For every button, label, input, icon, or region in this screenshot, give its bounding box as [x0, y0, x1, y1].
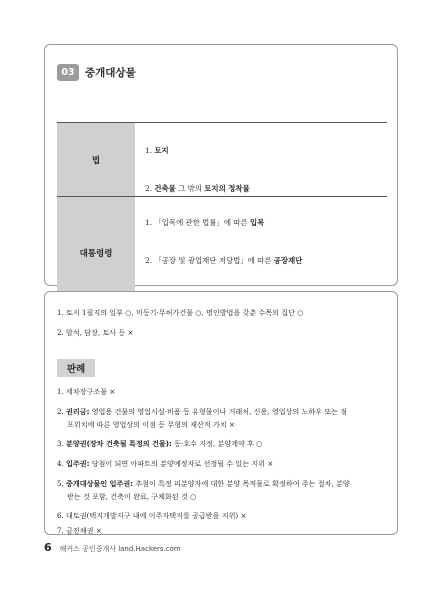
case-line-3: 3. 분양권(장차 건축될 특정의 건물): 동·호수 지정, 분양계약 후 ○: [57, 439, 263, 448]
note-line-2: 2. 암석, 담장, 토사 등 ×: [57, 328, 134, 337]
case-law-heading: 판례: [57, 359, 95, 377]
table-row-law: [57, 123, 387, 197]
row-cell-law: [135, 123, 387, 196]
section-number-badge: 03: [57, 64, 79, 81]
section-title: 중개대상물: [85, 66, 136, 79]
notes-and-cases-box: [44, 291, 398, 535]
case-line-2-cont: 포위치에 따른 영업상의 이점 등 무형의 재산적 가치 ×: [67, 420, 235, 429]
row-header-decree: 대통령령: [57, 197, 135, 308]
case-line-6: 6. 대토권(택지개발지구 내에 이주자택지를 공급받을 지위) ×: [57, 511, 247, 520]
law-item-land: 1. 토지: [145, 146, 169, 155]
law-item-building: 2. 건축물 그 밖의 토지의 정착물: [145, 184, 250, 193]
case-line-2: 2. 권리금: 영업용 건물의 영업시설·비품 등 유형물이나 거래처, 신용, 영업상의 노하우 또는 점: [57, 407, 348, 416]
case-line-1: 1. 세차장구조물 ×: [57, 387, 116, 396]
case-line-5: 5. 중개대상물인 입주권: 추첨이 특정 피분양자에 대한 분양 목적물로 확정하여 주는 절차, 분양: [57, 479, 350, 488]
intermediary-object-box: [44, 44, 398, 286]
page-number: 6: [44, 541, 52, 554]
footer-publisher: 해커스 공인중개사 land.Hackers.com: [59, 545, 181, 553]
case-line-5-cont: 받는 것 포함, 건축이 완료, 구체화된 것 ○: [67, 492, 197, 501]
classification-table: [57, 122, 387, 309]
note-line-1: 1. 토지 1필지의 일부 ○, 미등기·무허가건물 ○, 명인방법을 갖춘 수목의 집단 ○: [57, 308, 304, 317]
decree-item-standing-trees: 1. 「입목에 관한 법률」에 따른 입목: [145, 218, 265, 227]
page-footer: [44, 541, 181, 554]
decree-item-factory-foundation: 2. 「공장 및 광업재단 저당법」에 따른 공장재단: [145, 256, 303, 265]
row-header-law: 법: [57, 123, 135, 196]
case-line-4: 4. 입주권: 당첨이 되면 아파트의 분양예정자로 선정될 수 있는 지위 ×: [57, 459, 274, 468]
section-header: [57, 61, 136, 83]
case-line-7: 7. 금전채권 ×: [57, 526, 102, 535]
